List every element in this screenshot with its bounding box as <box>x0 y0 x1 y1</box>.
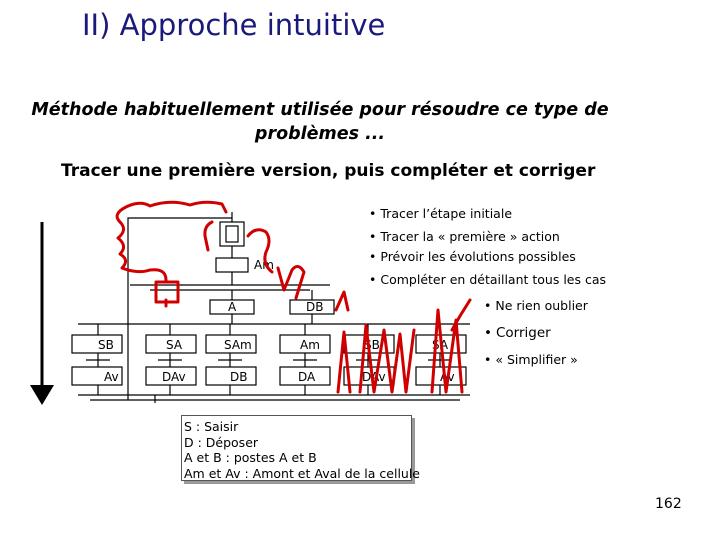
slide-title: II) Approche intuitive <box>82 8 386 42</box>
bullet-4: • Compléter en détaillant tous les cas <box>369 272 607 287</box>
row2-label-1: Av <box>104 370 119 384</box>
bullet-3: • Prévoir les évolutions possibles <box>369 249 576 264</box>
row2-label-5: DAv <box>362 370 386 384</box>
upper-label-1: Am <box>254 258 274 272</box>
step-am <box>216 258 248 272</box>
legend-line-2: D : Déposer <box>184 434 259 450</box>
row1-label-4: Am <box>300 338 320 352</box>
row2-label-3: DB <box>230 370 248 384</box>
step-text: Tracer une première version, puis compléter et corriger <box>61 161 596 181</box>
row1-label-2: SA <box>166 338 183 352</box>
bullet-right-1: • Ne rien oublier <box>484 298 588 313</box>
row2-label-6: Av <box>440 370 455 384</box>
row1-label-6: SA <box>432 338 449 352</box>
bullet-1: • Tracer l’étape initiale <box>369 206 513 221</box>
row1-label-1: SB <box>98 338 114 352</box>
bullet-right-3: • « Simplifier » <box>484 352 578 367</box>
legend-line-4: Am et Av : Amont et Aval de la cellule <box>184 465 420 481</box>
row2-label-4: DA <box>298 370 316 384</box>
row1-label-3: SAm <box>224 338 252 352</box>
bullet-right-2: • Corriger <box>484 325 551 341</box>
legend-box <box>181 415 420 481</box>
row2-label-2: DAv <box>162 370 186 384</box>
page-number: 162 <box>655 496 682 512</box>
intro-text: Méthode habituellement utilisée pour résoudre ce type de problèmes ... <box>31 100 609 144</box>
legend-line-3: A et B : postes A et B <box>184 450 317 465</box>
down-arrow-icon <box>30 222 54 405</box>
upper-label-2: A <box>228 300 237 314</box>
row1-label-5: SB <box>364 338 380 352</box>
upper-label-3: DB <box>306 300 324 314</box>
bullet-2: • Tracer la « première » action <box>369 229 560 244</box>
legend-line-1: S : Saisir <box>184 419 239 434</box>
